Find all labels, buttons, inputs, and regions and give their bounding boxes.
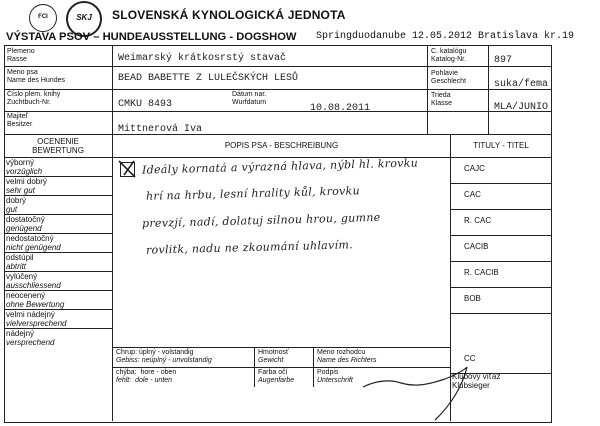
catalog-value: 897 <box>494 55 513 66</box>
catalog-label: C. katalógu Katalog-Nr. <box>431 48 467 63</box>
title-cacib[interactable]: CACIB <box>464 242 489 251</box>
grading-header: OCENENIE BEWERTUNG <box>32 137 84 155</box>
studbook-value: CMKU 8493 <box>118 99 173 110</box>
title-cajc[interactable]: CAJC <box>464 164 485 173</box>
grade-option[interactable] <box>6 292 110 309</box>
grade-label-de: gut <box>6 204 18 214</box>
breed-label: Plemeno Rasse <box>7 48 35 63</box>
title-cac[interactable]: CAC <box>464 190 481 199</box>
teeth-label: Chrup: úplný - volstandig Gebiss: neúplný - unvolstandig <box>116 349 212 364</box>
dog-name-value: BEAD BABETTE Z LULEČSKÝCH LESŮ <box>118 73 299 84</box>
grade-option[interactable] <box>6 311 110 328</box>
grade-label-de: vorzüglich <box>6 166 43 176</box>
grade-label: neocenený <box>6 291 46 300</box>
fci-logo <box>29 4 57 32</box>
sex-label: Pohlavie Geschlecht <box>431 70 467 85</box>
grade-label-de: sehr gut <box>6 185 35 195</box>
class-label: Trieda Klasse <box>431 92 453 107</box>
owner-label: Majiteľ Besitzer <box>7 113 33 128</box>
titles-header: TITULY - TITEL <box>473 141 529 150</box>
signature-label: Podpis Unterschrift <box>317 369 353 384</box>
description-line: Ideály kornatá a výrazná hlava, nýbl hl. krovku <box>141 156 419 177</box>
description-line: rovlitk, nadu ne zkoumání uhlavím. <box>145 238 354 257</box>
judge-label: Meno rozhodcu Name des Richters <box>317 349 377 364</box>
fault-label: chýba: hore - oben fehlt: dole - unten <box>116 369 177 384</box>
breed-value: Weimarský krátkosrstý stavač <box>118 53 287 64</box>
grade-label: nádejný <box>6 329 35 338</box>
grade-option[interactable] <box>6 197 110 214</box>
studbook-label: Číslo plem. knihy Zuchtbuch-Nr. <box>7 91 61 106</box>
class-value: MLA/JUNIO <box>494 102 549 113</box>
title-cc[interactable]: CC <box>464 354 476 363</box>
title-r-cac[interactable]: R. CAC <box>464 216 492 225</box>
description-header: POPIS PSA - BESCHREIBUNG <box>224 141 339 150</box>
fci-logo-text: FCI <box>38 14 48 20</box>
grade-label-de: ohne Bewertung <box>6 299 65 309</box>
grade-label: vylúčený <box>6 272 38 281</box>
grade-label-de: vielversprechend <box>6 318 67 328</box>
owner-value: Mittnerová Iva <box>118 124 203 135</box>
grade-label-de: nicht genügend <box>6 242 61 252</box>
grade-option[interactable] <box>6 235 110 252</box>
weight-label: Hmotnosť Gewicht <box>258 349 289 364</box>
grade-label: velmi nádejný <box>6 310 55 319</box>
grade-option[interactable] <box>6 273 110 290</box>
check-mark-icon <box>116 158 138 180</box>
title-r-cacib[interactable]: R. CACIB <box>464 268 499 277</box>
dog-name-label: Meno psa Name des Hundes <box>7 69 65 84</box>
grade-label: dostatočný <box>6 215 45 224</box>
grade-label-de: genügend <box>6 223 42 233</box>
grade-option[interactable] <box>6 178 110 195</box>
description-line: hrí na hrbu, lesní hrality kůl, krovku <box>145 184 361 203</box>
grade-label-de: versprechend <box>6 337 55 347</box>
grade-label-de: ausschliessend <box>6 280 61 290</box>
eye-color-label: Farba očí Augenfarbe <box>258 369 295 384</box>
judge-signature <box>355 365 495 425</box>
skj-logo-text: SKJ <box>76 13 92 22</box>
organization-title: SLOVENSKÁ KYNOLOGICKÁ JEDNOTA <box>112 8 346 22</box>
grade-label: dobrý <box>6 196 27 205</box>
grade-option[interactable] <box>6 330 110 347</box>
grade-label: velmi dobrý <box>6 177 47 186</box>
grade-label: odstúpil <box>6 253 34 262</box>
grade-option[interactable] <box>6 254 110 271</box>
sex-value: suka/fema <box>494 79 549 90</box>
title-bob[interactable]: BOB <box>464 294 481 303</box>
grade-label: výborný <box>6 158 35 167</box>
grade-label: nedostatočný <box>6 234 54 243</box>
club-winner-title: Klubový víťaz Klubsieger <box>452 372 501 390</box>
grade-label-de: abtritt <box>6 261 27 271</box>
description-line: prevzjí, nadí, dolatuj silnou hrou, gumne <box>141 210 381 231</box>
grade-option[interactable] <box>6 216 110 233</box>
dob-label: Dátum nar. Wurfdatum <box>232 91 267 106</box>
dob-value: 10.08.2011 <box>310 103 371 114</box>
grade-option[interactable] <box>6 159 110 176</box>
event-title: Springduodanube 12.05.2012 Bratislava kr.19 <box>316 31 575 42</box>
show-title: VÝSTAVA PSOV – HUNDEAUSSTELLUNG - DOGSHOW <box>6 31 297 43</box>
